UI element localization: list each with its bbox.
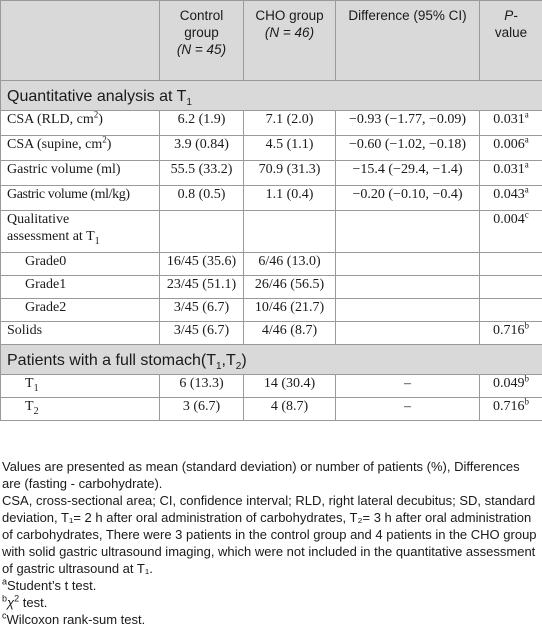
cell-cho: 10/46 (21.7): [244, 299, 336, 322]
cell-cho: 26/46 (56.5): [244, 276, 336, 299]
section-quantitative: Quantitative analysis at $T_1$: [1, 81, 542, 111]
row-label: Grade1: [1, 276, 160, 299]
table-row: CSA (RLD, $cm^2$) 6.2 (1.9) 7.1 (2.0) −0.93 (−1.77, −0.09) 0.031$^a$: [1, 111, 542, 136]
header-pvalue: [480, 1, 542, 81]
section-full-stomach-label: Patients with a full stomach(T: [7, 352, 216, 369]
header-control-l2: group: [184, 25, 219, 40]
header-pvalue-l2: value: [494, 25, 528, 40]
header-cho: [244, 1, 336, 81]
cell-pvalue: 0.716: [493, 323, 525, 338]
table-row: $T_1$ 6 (13.3) 14 (30.4) – 0.049$^b$: [1, 375, 542, 398]
table-row: Gastric volume (ml/kg) 0.8 (0.5) 1.1 (0.4) −0.20 (−0.10, −0.4) 0.043$^a$: [1, 186, 542, 211]
row-label: Grade0: [1, 253, 160, 276]
row-label: CSA (RLD, cm: [7, 112, 94, 127]
header-difference: Difference (95% CI): [336, 1, 480, 81]
section-full-stomach: Patients with a full $stomach(T_1,T_2)$: [1, 345, 542, 375]
row-label: T: [25, 376, 34, 391]
cell-pvalue: 0.049: [493, 376, 525, 391]
cell-difference: −0.60 (−1.02, −0.18): [336, 136, 480, 161]
footnote-values: Values are presented as mean (standard deviation) or number of patients (%), Differences are (fasting - carbohydrate).: [2, 459, 520, 491]
header-row: [1, 1, 542, 81]
cell-difference: −0.20 (−0.10, −0.4): [336, 186, 480, 211]
cell-control: 3/45 (6.7): [160, 322, 244, 345]
table-row: [1, 299, 542, 322]
section-quantitative-label: Quantitative analysis at T: [7, 88, 187, 105]
cell-control: 55.5 (33.2): [160, 161, 244, 186]
cell-pvalue: 0.043: [493, 187, 525, 202]
cell-pvalue: 0.031: [493, 162, 525, 177]
header-cho-l2: (N = 46): [264, 25, 315, 40]
cell-difference: –: [336, 398, 480, 421]
table-row: [1, 276, 542, 299]
cell-control: 16/45 (35.6): [160, 253, 244, 276]
cell-pvalue: 0.004: [493, 212, 525, 227]
cell-pvalue: 0.006: [493, 137, 525, 152]
row-label: Gastric volume (ml): [7, 162, 121, 177]
cell-control: 0.8 (0.5): [160, 186, 244, 211]
header-control-l3: (N = 45): [176, 42, 227, 57]
table-row: [1, 253, 542, 276]
footnote-abbreviations: CSA, cross-sectional area; CI, confidence interval; RLD, right lateral decubitus; SD, standard deviation, T₁= 2 h after oral administration of carbohydrates, T₂= 3 h after oral administration of carbohydrates, There were 3 patients in the control group and 4 patients in the CHO group with solid gastric ultrasound imaging, which were not included in the quantitative assessment of gastric ultrasound at T₁.: [2, 493, 537, 576]
cell-cho: 4/46 (8.7): [244, 322, 336, 345]
cell-difference: −0.93 (−1.77, −0.09): [336, 111, 480, 136]
cell-control: 3 (6.7): [160, 398, 244, 421]
cell-pvalue: 0.031: [493, 112, 525, 127]
header-control-l1: Control: [179, 8, 224, 23]
cell-cho: 70.9 (31.3): [244, 161, 336, 186]
cell-control: 3.9 (0.84): [160, 136, 244, 161]
cell-cho: 4 (8.7): [244, 398, 336, 421]
footnote-a: $^a$Student’s t test.: [2, 576, 97, 593]
cell-cho: 1.1 (0.4): [244, 186, 336, 211]
footnote-b: $^b\chi^2$ test.: [2, 593, 48, 610]
row-label: Solids: [1, 322, 160, 345]
row-label-qual-2: assessment at T: [7, 229, 95, 244]
table-row-qualitative: Qualitative assessment at $T_1$ 0.004$^c$: [1, 211, 542, 253]
header-cho-l1: CHO group: [255, 8, 324, 23]
cell-difference: −15.4 (−29.4, −1.4): [336, 161, 480, 186]
table-row: $T_2$ 3 (6.7) 4 (8.7) – 0.716$^b$: [1, 398, 542, 421]
cell-control: 6 (13.3): [160, 375, 244, 398]
cell-cho: 4.5 (1.1): [244, 136, 336, 161]
cell-cho: 7.1 (2.0): [244, 111, 336, 136]
row-label: CSA (supine, cm: [7, 137, 103, 152]
table-row: Solids 3/45 (6.7) 4/46 (8.7) 0.716$^b$: [1, 322, 542, 345]
row-label-qual-1: Qualitative: [7, 212, 70, 227]
table-row: CSA (supine, $cm^2$) 3.9 (0.84) 4.5 (1.1) −0.60 (−1.02, −0.18) 0.006$^a$: [1, 136, 542, 161]
row-label: Grade2: [1, 299, 160, 322]
row-label: Gastric volume (ml/kg): [7, 187, 130, 202]
row-label: T: [25, 399, 34, 414]
cell-control: 3/45 (6.7): [160, 299, 244, 322]
cell-difference: –: [336, 375, 480, 398]
cell-cho: 14 (30.4): [244, 375, 336, 398]
cell-cho: 6/46 (13.0): [244, 253, 336, 276]
cell-control: 23/45 (51.1): [160, 276, 244, 299]
cell-pvalue: 0.716: [493, 399, 525, 414]
table-footnotes: [2, 458, 540, 628]
header-empty: [1, 1, 160, 81]
header-control: [160, 1, 244, 81]
footnote-c: $^c$Wilcoxon rank-sum test.: [2, 610, 146, 627]
header-pvalue-l1: P-: [504, 8, 518, 23]
cell-control: 6.2 (1.9): [160, 111, 244, 136]
table-row: Gastric volume (ml) 55.5 (33.2) 70.9 (31.3) −15.4 (−29.4, −1.4) 0.031$^a$: [1, 161, 542, 186]
